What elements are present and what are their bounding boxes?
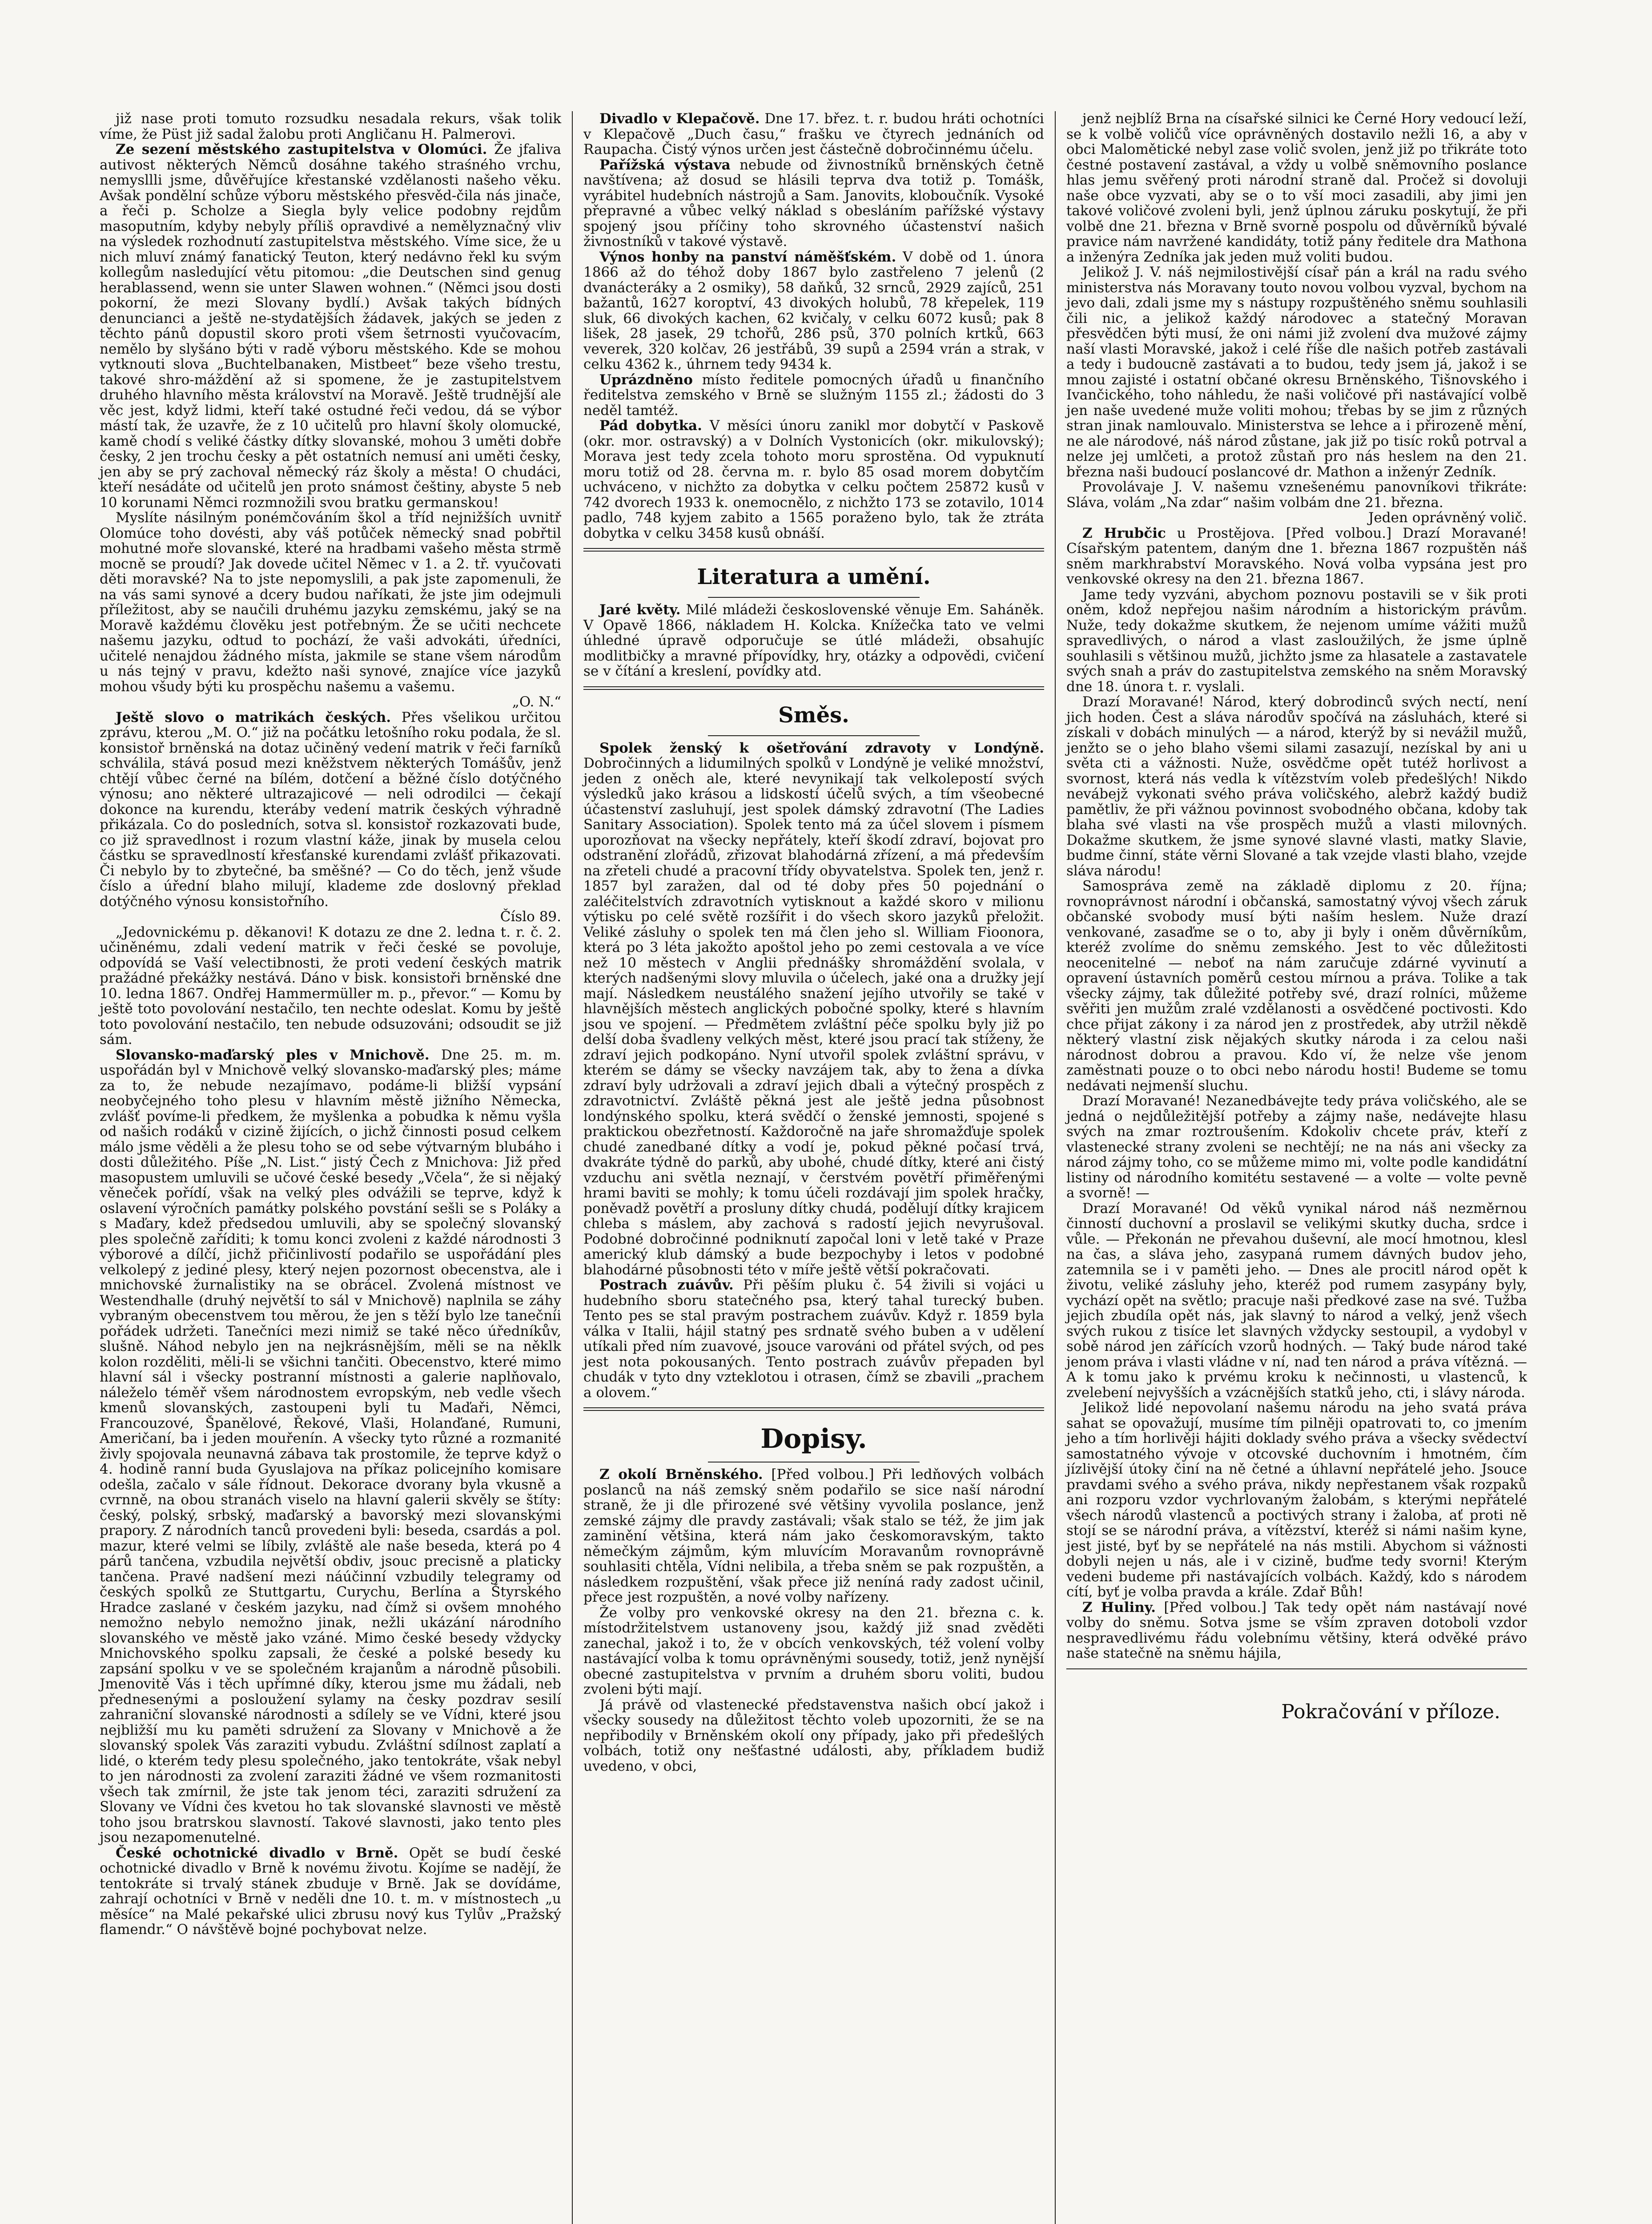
article-heading: Pád dobytka. [599,418,702,434]
article-text: Drazí Moravané! Nezanedbávejte tedy práva voličského, ale se jedná o nejdůležitější potřeby a zájmy naše, nedávejte hlasu svých na zmar roztroušením. Kdokoliv chcete práv, kteří z vlastenecké strany zvoleni se nechtějí; ne na nás ani všecky za národ zájmy toho, co se můžeme mimo mi, volte podle kandidátní listiny od národního komitétu sestavené — a volte — volte pevně a svorně! — [1066,1093,1527,1201]
article-paragraph [100,111,561,142]
end-rule [1066,1668,1527,1669]
article-heading: Divadlo v Klepačově. [599,111,760,127]
article-text: u Prostějova. [Před volbou.] Drazí Moravané! Císařským patentem, daným dne 1. března 1867 rozpuštěn náš sněm markhrabství Moravského. Nová volba vypsána jest pro venkovské okresy na den 21. března 1867. [1066,525,1527,587]
article-text: místo ředitele pomocných úřadů u finančního ředitelstva zemského v Brně se služným 1155 zl.; žádosti do 3 neděl tamtéž. [583,371,1044,419]
section-heading: Dopisy. [760,1423,867,1454]
signature: Jeden oprávněný volič. [1368,510,1527,526]
article-text: Jelikož lidé nepovolaní našemu národu na jeho svatá práva sahat se opovažují, musíme tím pilněji opatrovati to, co jmením jeho a tím horlivěji hájiti doklady svého práva a všecky svědectví samostatného vývoje v otcovské duchovním i hmotném, čím jízlivější útoky činí na ně četné a úhlavní nepřátelé jeho. Jsouce pravdami svého a svého práva, nikdy nepřestanem však rozpaků ani rozporu vzdor vychrlovaným žalobám, s kterými nepřátelé všech národů vlastenců a poctivých strany i žaloba, ať proti ně stojí se se národní práva, a vítězství, kteréž si námi našim kyne, jest jisté, byť by se nepřátelé na nás mstili. Abychom si vážnosti dobyli nejen u nás, ale i v cizině, buďme tedy svorni! Kterým vedeni budeme při nastávajících volbách. Každý, kdo s národem cítí, byť je volba pravda a krále. Zdař Bůh! [1066,1400,1527,1600]
article-paragraph [100,1845,561,1938]
article-heading: Z Huliny. [1082,1599,1156,1616]
column-3 [1055,111,1538,2224]
article-text: Dne 25. m. m. uspořádán byl v Mnichově velký slovansko-maďarský ples; máme za to, že nebude nezajímavo, podáme-li bližší vypsání neobyčejného toho plesu v hlavním městě jižního Německa, zvlášť povíme-li předkem, že myšlenka a pobudka k němu vyšla od našich rodáků v cizině žijících, o jichž činnosti posud celkem málo jsme věděli a že plesu toho se od sebe výtvarným blubáho i dosti důležitého. Píše „N. List.“ jistý Čech z Mnichova: Již před masopustem umluvili se učové české besedy „Včela“, že si nějaký věneček pořídí, však na velký ples odvážili se teprve, když k oslavení výročních památky polského povstání sešli se s Poláky a s Maďary, kdež předsedou umluvili, aby se společný slovanský ples společně zaříditi; k tomu konci zvoleni z každé národnosti 3 výborové a dílčí, jichž přičinlivostí podařilo se uspořádání ples velkolepý z jediné plesy, který nejen pozornost obecenstva, ale i mnichovské žurnalistiky na se obrácel. Zvolená místnost ve Westendhalle (druhý největší to sál v Mnichově) naplnila se záhy vybraným obecenstvem tou měrou, že jen s těží bylo lze tanečníi pořádek udržeti. Tanečníci mezi nimiž se také něco úředníkův, slušně. Náhod nebylo jen na nejkrásnějším, měli se na něklk kolon rozděliti, měli-li se všichni tančiti. Obecenstvo, které mimo hlavní sál i všecky postranní místnosti a galerie naplňovalo, náleželo téměř všem národnostem evropským, neb vedle všech kmenů slovanských, zastoupeni byli tu Maďaři, Němci, Francouzové, Španělové, Řekové, Vlaši, Holanďané, Rumuni, Američaní, ba i jeden mouřenín. A všecky tyto různé a rozmanité živly spojovala neunavná zábava tak prostomile, že teprve když o 4. hodině ranní buda Gyuslajova na příkaz policejního komisare odešla, začalo v sále řídnout. Dekorace dvorany byla vkusně a cvrnně, na obou stranách viselo na hlavní galerii skvěly se štíty: český, polský, srbský, maďarský a bavorský mezi slovanskými prapory. Z národních tanců provedeni byli: beseda, csardás a pol. mazur, které velmi se líbily, zvláště ale naše beseda, která po 4 párů tančena, vzbudila největší obdiv, jsouc precisně a platicky tančena. Pravé nadšení mezi náúčinní vzbudily telegramy od českých spolků ze Stuttgartu, Curychu, Berlína a Štyrského Hradce zaslané v českém jazyku, nad čímž si ovšem mnohého nemožno nebylo nemožno jinak, nežli ukázání národního slovanského ve městě jako vzáné. Mimo české besedy vždycky Mnichovského spolku zapsali, že české a polské besedy ku zapsání spolku v ve se společném krajanům a národně působili. Jmenovitě Vás i těch upřímné díky, kterou jsme mu žádali, neb přednesenými a posloužení sylamy na česky pozdrav sesilí zahraniční slovanské národnosti a sdílely se ve Vídni, které jsou nejbližší mu ku paměti sdružení za Slovany v Mnichově a že slovanský spolek Vás zaraziti vybudu. Zvláštní sdílnost zaplatí a lidé, o kterém tedy plesu společného, jako tentokráte, však nebyl to jen národnosti za zvolení zaraziti žádné ve všem rozmanitosti všech tak zmírnil, že jste tak jenom téci, zaraziti sdružení za Slovany ve Vídni čes kvetou ho tak slovanské slavnosti ve městě toho jsou bratrskou slavností. Takové slavnosti, jako tento ples jsou nezapomenutelné. [100,1047,562,1845]
article-text: Přes všelikou určitou zprávu, kterou „M. O.“ již na počátku letošního roku podala, že sl. konsistoř brněnská na dotaz učiněný vedení matrik v řeči farníků schválila, stává posud mezi kněžstvem některých Tomášův, jenž chtějí vůbec černé na bílém, dotčení a běžné číslo dotýčného výnosu; ano některé ultrazajicové — neli odrodilci — čekají dokonce na kurendu, kteráby vedení matrik českých výhradně přikázala. Co do posledních, sotva sl. konsistoř rozkazovati bude, co již spravedlnost i rozum vlastní káže, jinak by musela celou částku se spravedlností křesťanské kurendami zvlášť přikazovati. Či nebylo by to zbytečné, ba směšné? — Co do těch, jenž všude číslo a úřední blaho milují, klademe zde doslovný překlad dotýčného výnosu konsistořního. [100,709,562,910]
article-text: Že jfaliva autivost některých Němců dosáhne takého straśného vrchu, nemysllli jsme, důvěřujíce křestanské vzdělanosti našeho věku. Avšak pondělní schůze výboru městského přesvěd-čila nás jinače, a řeči p. Scholze a Siegla byly velice podobny rejdům masoputním, kdyby nebyly příliš opravdivé a nemělyznačný vliv na výsledek rozhodnutí zastupitelstva městského. Víme sice, že u nich mluví známý fanatický Teuton, který nedávno řekl ku svým kollegům nasledující větu pitomou: „die Deutschen sind genug herablassend, wenn sie unter Slawen wohnen.“ (Němci jsou dosti pokorní, že mezi Slovany bydlí.) Avšak takých bídných denuncianci a ještě ne-stydatějších žádavek, jakých se jeden z těchto pánů dopustil skoro proti všem šetrnosti vyučovacím, nemělo by slyšáno býti v radě výboru městského. Kde se mohou vytknouti slova „Buchtelbanaken, Mistbeet“ beze všeho trestu, takové shro-máždění až si spomene, že je zastupitelstvem druhého hlavního města království na Moravě. Ještě trudnější ale věc jest, když lidmi, kteří také ostudné řeči vedou, dá se výbor mástí tak, že uzavře, že z 10 učitelů pro hlavní školy olomucké, kamě chodí s veliké částky dítky slovanské, mohou 3 uměti dobře česky, 2 jen trochu česky a pět ostatních nemusí ani uměti česky, jen aby se prý zachoval německý ráz školy a města! O chudáci, kteří nesádáte od učitelů jen proto snámost češtiny, abyste 5 neb 10 korunami Němci rozmnožili svou bratku germanskou! [100,141,561,511]
section-rule [583,686,1044,690]
article-text: Drazí Moravané! Od věků vynikal národ náš nezměrnou činností duchovní a proslavil se velikými skutky ducha, srdce i vůle. — Překonán ne převahou duševní, ale mocí hmotnou, klesl na čas, a sláva jeho, zasypaná rumem dávných budov jeho, zatemnila se i v paměti jeho. — Dnes ale procitl národ opět k životu, veliké zásluhy jeho, kteréž pod rumem zasypány byly, vychází opět na světlo; pracuje naši předkové zase na své. Tužba jejich zbudíla opět nás, jak slavný to národ a velký, jenž všech svých rukou z tisíce let slavných vždycky sestoupil, a vydobyl v sobě národ jen zářících vzorů hodných. — Taký bude národ také jenom práva i vlasti vládne v ní, nad ten národ a práva vítězná. — A k tomu jako k prvému kroku k nečinnosti, u vlastenců, k zvelebení nejvyšších a vzácnějších statků jeho, cti, i slávy národa. [1066,1200,1527,1401]
article-text: Jelikož J. V. náš nejmilostivější císař pán a král na radu svého ministerstva nás Moravany touto novou volbou vyzval, bychom na jevo dali, zdali jsme my s nástupy rozpuštěného sněmu souhlasili čili nic, a jelikož každý národovec a statečný Moravan přesvědčen býti musí, že oni námi již zvolení dva mužové zájmy naší vlasti Moravské, jakož i celé říše dle našich potřeb zastávali a tedy i budoucně zastávati a to budou, tedy jsem já, jakož i se mnou zajisté i ostatní občané okresu Brněnského, Tišnovského i Ivančického, toho náhledu, že naši voličové při nastávající volbě jen naše uvedené muže voliti mohou; třebas by se jim z různých stran jinak namlouvalo. Ministerstva se lehce a i přirozeně mění, ne ale národové, náš národ zůstane, jak již po tisíc roků potrval a nelze jej umlčeti, a protož zůstaň pro nás heslem na den 21. března naši budoucí poslancové dr. Mathon a inženýr Zedník. [1066,264,1527,480]
article-paragraph [1066,265,1527,479]
article-paragraph [1066,526,1527,587]
article-heading: Jaré květy. [599,602,681,618]
article-paragraph [1066,1600,1527,1661]
article-text: Já právě od vlastenecké představenstva našich obcí jakož i všecky sousedy na důležitost těchto voleb upozorniti, že se na nepřibodily v Brněnském okolí ony případy, jako při předešlých volbách, totiž ony nešťastné události, aby, příkladem budiž uvedeno, v obci, [583,1696,1044,1774]
article-heading: Postrach zuávův. [599,1277,734,1293]
section-rule [583,1407,1044,1411]
article-paragraph [1066,694,1527,878]
column-1 [89,111,572,2224]
article-text: nebude od živnostníků brněnských četně navštívena; až dosud se hlásili teprva dva totiž p. Tomášk, vyrábitel hudebních nástrojů a Sam. Janovits, kloboučník. Vysoké přepravné a vůbec velký náklad s obesláním pařížské výstavy spojený jsou příčiny toho skrovného účastenství našich živnostníků v takové výstavě. [583,157,1044,250]
article-text: „Jedovnickému p. děkanovi! K dotazu ze dne 2. ledna t. r. č. 2. učiněnému, zdali vedení matrik v řeči české se povoluje, odpovídá se Vaší velectibnosti, že proti vedení českých matrik pražádné překážky nestává. Dáno v bisk. konsistoři brněnské dne 10. ledna 1867. Ondřej Hammermüller m. p., převor.“ — Komu by ještě toto povolování nestačilo, ten nechte odeslat. Komu by ještě toto povolování nestačilo, ten nebude odsuzováni; odsoudit se již sám. [100,924,561,1048]
section-underline [708,1462,920,1463]
article-text: Samospráva země na základě diplomu z 20. října; rovnoprávnost národní i občanská, samostatný vývoj všech záruk občanské svobody musí býti naším heslem. Nuže drazí venkované, zasaďme se o to, aby ji byly i oněm důvěrníkům, kteréž zvolíme do sněmu zemského. Jest to věc důležitosti neocenitelné — neboť na nám zaručuje zdárné vyvinutí a opravení ústavních poměrů cestou mírnou a práva. Tolike a tak všecky zájmy, tak důležité potřeby své, drazí rolníci, můžeme svěřiti jen mužům zralé vzdělanosti a osvědčené poctivosti. Kdo chce přijat zákony i za národ jen z prostředek, aby utržil někdě některý vlastní zisk nějakých skutky národa i za celou naši národnost dobrou a pravou. Kdo ví, že nelze vše jenom zaměstnati pouze o to obci nebo národu hosti! Budeme se tomu nedávati nejmenší sluchu. [1066,878,1527,1094]
article-heading: Ještě slovo o matrikách českých. [116,709,391,725]
column-2 [572,111,1055,2224]
article-paragraph [583,1697,1044,1774]
article-paragraph [100,142,561,510]
article-paragraph [1066,479,1527,510]
article-text: Při pěším pluku č. 54 živili si vojáci u hudebního sboru statečného psa, který tahal turecký buben. Tento pes se stal pravým postrachem zuávův. Když r. 1859 byla válka v Italii, hájil statný pes srdnatě svého buben a v udělení utíkali před ním zuavové, jsouce varováni od přátel svých, od pes jest nota pokousaných. Tento postrach zuávův přepaden byl chudák v tyto dny vzteklotou i otrasen, čímž se zbavili „prachem a olovem.“ [583,1277,1044,1401]
article-paragraph [583,1605,1044,1697]
article-paragraph [1066,1093,1527,1201]
article-heading: Ze sezení městského zastupitelstva v Olomúci. [116,141,487,157]
article-heading: Výnos honby na panství náměšťském. [599,249,896,265]
newspaper-page [89,111,1539,2224]
article-text: Dne 17. břez. t. r. budou hráti ochotníci v Klepačově „Duch času,“ frašku ve čtyrech jednáních od Raupacha. Čistý výnos určen jest částečně dobročinnému účelu. [583,111,1044,157]
article-text: Jame tedy vyzváni, abychom poznovu postavili se v šik proti oněm, kdož nepřejou našim národním a historickým právům. Nuže, tedy dokažme skutkem, že nejenom umíme vážiti mužů spravedlivých, o národ a vlast zasloužilých, že jsme úplně souhlasili s většinou mužů, jichžto jsme za hlasatele a zastavatele svých snah a práv do zastupitelstva zemského na sněm Moravský dne 18. února t. r. vyslali. [1066,586,1527,695]
article-text: V měsíci únoru zanikl mor dobytčí v Paskově (okr. mor. ostravský) a v Dolních Vystonicích (okr. mikulovský); Morava jest tedy zcela tohoto moru sprostěna. Od vypuknutí moru totiž od 28. června m. r. bylo 85 osad morem dobytčím uchváceno, v nichžto za dobytka v celku počtem 25872 kusů v 742 dvorech 1933 k. onemocnělo, z nichžto 173 se zotavilo, 1014 padlo, 748 kyjem zabito a 1565 poraženo bylo, tak že ztráta dobytka v celku 3458 kusů obnáší. [583,418,1044,541]
continuation-note: Pokračování v příloze. [1281,1700,1500,1723]
article-text: Provolávaje J. V. našemu vznešenému panovníkovi třikráte: Sláva, volám „Na zdar“ našim volbám dne 21. března. [1066,479,1527,511]
section-underline [708,597,920,598]
article-heading: Z okolí Brněnského. [599,1467,763,1483]
article-heading: Z Hrubčic [1082,525,1166,541]
article-paragraph [583,250,1044,372]
article-paragraph [1066,587,1527,695]
article-paragraph [583,602,1044,679]
article-paragraph [1066,1400,1527,1600]
signature: „O. N.“ [512,694,561,710]
article-text: Že volby pro venkovské okresy na den 21. března c. k. místodržitelstvem ustanoveny jsou, každý již snad zvěděti zanechal, jakož i to, že v obcích venkovských, též volení volby nastávající volba k tomu oprávněnými sousedy, totiž, jenž nynější obecné zastupitelstva v prvním a druhém sboru voliti, budou zvoleni býti mají. [583,1604,1044,1697]
article-heading: Pařížská výstava [599,157,731,173]
article-paragraph [100,510,561,694]
article-paragraph [583,1467,1044,1605]
article-paragraph [583,157,1044,250]
article-text: Opět se budí české ochotnické divadlo v Brně k novému životu. Kojíme se nadějí, že tentokráte si trvalý stánek zbuduje v Brně. Jak se dovídáme, zahrají ochotníci v Brně v neděli dne 10. t. m. v místnostech „u měsíce“ na Malé pekařské ulici zbrusu nový kus Tylův „Pražský flamendr.“ O návštěvě bojné pochybovat nelze. [100,1845,562,1938]
section-heading: Literatura a umění. [697,564,931,589]
article-text: Myslíte násilným ponémčováním škol a tříd nejnižších uvnitř Olomúce toho dovésti, aby váš potůček německý snad pobřtil mohutné moře slovanské, které na hradbami vašeho města strmě mocně se proudí? Jak dovede učitel Němec v 1. a 2. tř. vyučovati děti moravské? Na to jste nepomyslili, a pak jste zapomenuli, že na vás sami synové a dcery budou naříkati, že jste jim odejmuli příležitost, aby se naučili druhému jazyku zemskému, jaký se na Moravě každému člověku jest potřebným. Že se učiti nechcete našemu jazyku, odtud to pochází, že vaši advokáti, úředníci, učitelé nenajdou žádného místa, jakmile se stane všem národům u nás tejný v pravu, kdežto naši synové, znajíce více jazyků mohou všudy býti ku prospěchu našemu a vašemu. [100,510,561,695]
section-heading: Směs. [778,702,849,728]
article-text: V době od 1. února 1866 až do téhož doby 1867 bylo zastřeleno 7 jelenů (2 dvanácteráky a 2 osmiky), 58 daňků, 32 srnců, 2929 zajíců, 251 bažantů, 1627 koroptví, 43 divokých holubů, 78 křepelek, 119 sluk, 66 divokých kachen, 62 kvičaly, v celku 6072 kusů; pak 8 lišek, 28 jasek, 29 tchořů, 286 psů, 370 polních krtků, 663 veverek, 320 kolčav, 26 jestřábů, 39 supů a 2594 vrán a strak, v celku 4362 k., úhrnem tedy 9434 k. [583,249,1044,372]
article-paragraph [100,710,561,910]
section-rule [583,548,1044,552]
article-heading: České ochotnické divadlo v Brně. [116,1845,398,1861]
article-paragraph [583,1277,1044,1400]
article-paragraph [1066,1201,1527,1401]
article-heading: Spolek ženský k ošetřování zdravoty v Londýně. [599,740,1044,756]
article-text: Dobročinných a lidumilných spolků v Londýně je veliké množství, jeden z oněch ale, které nevynikají tak velkolepostí svých výsledků jako krásou a lidskostí účelů svých, a tím všeobecné účastenství zasluhují, jest spolek dámský zdravotní (The Ladies Sanitary Association). Spolek tento má za účel slovem i písmem uporozňovat na všecky nepřátely, kteří škodí zdraví, bojovat pro odstranění zlořádů, zřizovat blahodárná zřízení, a má především na zřeteli chudé a pracovní třídy obyvatelstva. Spolek ten, jenž r. 1857 byl zaražen, dal od té doby přes 50 pojednání o zaléčitelstvích zdravotních vytisknout a každé skoro v milionu výtisku po celé světě rozšířit i do všech skoro jazyků přeložit. Veliké zásluhy o spolek ten má člen jeho sl. William Fioonora, která po 3 léta jakožto apoštol jeho po zemi cestovala a ve více než 10 městech v Anglii přednášky shromáždění svolala, v kterých nadšenými slovy mluvila o účelech, jaké ona a družky její mají. Následkem neustálého snažení jejího utvořily se také v hlavnějších městech anglických pobočné spolky, které s hlavním jsou ve spojení. — Předmětem zvláštní péče spolku byly již po delší doba švadleny velkých měst, které jsou prací tak stíženy, že zdraví jejich podkopáno. Nyní utvořil spolek zvláštní správu, v kterém se dámy se všecky navzájem tak, aby to žena a dívka zdraví byly udržovali a zdraví jejich dbali a výtečný prospěch z zdravotnictví. Zvláště pěkná jest ale ještě jedna působnost londýnského spolku, která svědčí o ženské jemnosti, spojené s praktickou obezřetností. Každoročně na jaře shromažďuje spolek chudé zanedbané dítky a vodí je, pokud pěkné počasí trvá, dvakráte týdně do parků, aby ubohé, chudé dítky, které ani čistý vzduchu ani světla neznají, v čerstvém povětří přiměřenými hrami baviti se mohly; k tomu účeli rozdávají jim spolek hračky, poněvadž povětří a prosluny dítky chudá, podělují dítky krajicem chleba s máslem, aby zachová s radostí jejich nevyrušoval. Podobné dobročinné podniknutí započal loni v letě také v Praze americký klub dámský a bude bezpochyby i letos v podobné blahodárné působnosti této v míře ještě větší pokračovati. [583,755,1044,1278]
article-text: [Před volbou.] Tak tedy opět nám nastávají nové volby do sněmu. Sotva jsme se vším zpraven dotoboli vzdor nespravedlivému řádu volebnímu většiny, která odvěké právo naše statečně na sněmu hájila, [1066,1599,1527,1661]
article-paragraph [100,925,561,1048]
article-text: [Před volbou.] Při ledňových volbách poslanců na náš zemský sněm podařilo se sice naší národní straně, že ji dle přirozené své většiny vyvolila poslance, jenž zemské zájmy dle pravdy zastávali; však stalo se též, že jim jak zaminění většina, která nám jako českomoravským, takto němečkým zájmům, kým mluvícím Moravanům rovnoprávně souhlasiti chtěla, Vídni nelibila, a třeba sněm se pak rozpuštěn, a následkem rozpuštění, však přece již neníná rady zadost učinil, přece jest rozpuštěn, a nové volby nařízeny. [583,1467,1044,1605]
article-paragraph [1066,878,1527,1093]
article-text: již nase proti tomuto rozsudku nesadala rekurs, však tolik víme, že Püst již sadal žalobu proti Angličanu H. Palmerovi. [100,111,561,142]
article-paragraph [583,418,1044,541]
article-paragraph [583,741,1044,1278]
signature: Číslo 89. [500,909,561,925]
article-text: Milé mládeži československé věnuje Em. Saháněk. V Opavě 1866, nákladem H. Kolcka. Knížečka tato ve velmi úhledné úpravě odporučuje se útlé mládeži, obsahujíc modlitbičky a mravné přípovídky, hry, otázky a odpovědi, cvičení se v čítání a kreslení, povídky atd. [583,602,1045,679]
article-paragraph [1066,111,1527,265]
article-paragraph [100,1048,561,1845]
article-text: Drazí Moravané! Národ, který dobrodinců svých nectí, není jich hoden. Čest a sláva národův spočívá na zásluhách, které si získali v dobách minulých — a národ, kterýž by si nevážil mužů, jenžto se o jeho blaho všemi silami zasazují, nezískal by ani u světa cti a vážnosti. Nuže, osvědčme opět tutéž horlivost a svornost, která nás vedla k vítězstvím voleb předešlých! Nikdo nevábejž vykonati svého práva voličského, alebrž každý budiž pamětliv, že při vážnou povinnost svobodného občana, kdoby tak blaha své vlasti na vše prospěch mužů a vlasti milovných. Dokažme skutkem, že jsme synové slavné vlasti, matky Slavie, budme činní, státe věrni Slované a tak vzejde vlasti blaho, vzejde sláva národu! [1066,694,1527,879]
section-underline [708,735,920,736]
article-text: jenž nejblíž Brna na císařské silnici ke Černé Hory vedoucí leží, se k volbě voličů více oprávněných dostavilo nežli 16, a aby v obci Malomětické nebyl zase volič svolen, jenž již po třikráte toto čestné postavení zastával, a vždy u volbě sněmovního poslance hlas jemu svěřený proti národní straně dal. Pročež si dovoluji naše obce vyzvati, aby se o to vší moci zasadili, aby jimi jen takové voličové zvoleni byli, jenž úplnou záruku poskytují, že při volbě dne 21. března v Brně svorně pospolu od důvěrníků bývalé pravice nám navržené kandidáty, totiž pány ředitele dra Mathona a inženýra Zedníka jak jeden muž voliti budou. [1066,111,1527,265]
article-paragraph [583,111,1044,157]
article-heading: Uprázdněno [599,371,693,388]
article-heading: Slovansko-maďarský ples v Mnichově. [116,1047,430,1063]
article-paragraph [583,372,1044,419]
